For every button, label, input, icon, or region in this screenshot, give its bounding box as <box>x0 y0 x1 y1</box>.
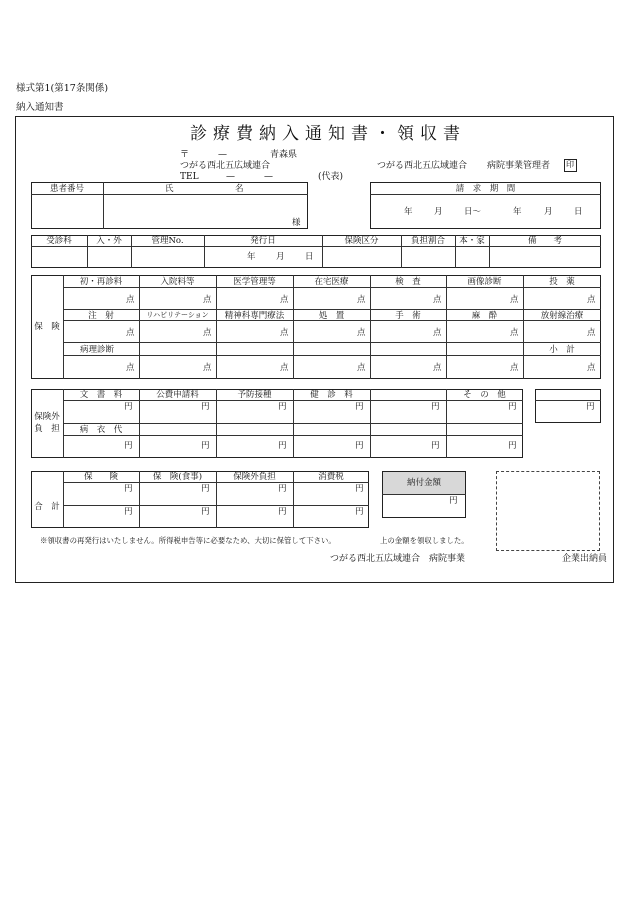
non-ins-unit: 円 <box>431 402 440 412</box>
non-ins-unit: 円 <box>586 402 595 412</box>
total-unit: 円 <box>201 507 210 517</box>
prefecture: 青森県 <box>270 150 298 160</box>
visit-header-notes: 備 考 <box>527 236 562 246</box>
visit-header-family: 本・家 <box>459 236 485 246</box>
total-h-2: 保険外負担 <box>233 472 276 482</box>
total-unit: 円 <box>355 507 364 517</box>
issue-month: 月 <box>276 252 285 262</box>
visit-header-dept: 受診科 <box>46 236 72 246</box>
ins-unit: 点 <box>280 363 289 373</box>
ins-h2-6: 放射線治療 <box>540 311 584 321</box>
ins-unit: 点 <box>357 295 366 305</box>
ins-unit: 点 <box>510 328 519 338</box>
paid-label: 納付金額 <box>406 478 441 488</box>
non-ins-unit: 円 <box>355 402 364 412</box>
non-ins-unit: 円 <box>124 402 133 412</box>
period-to-year: 年 <box>513 207 522 217</box>
period-label: 請 求 期 間 <box>455 184 516 194</box>
ins-h2-0: 注 射 <box>88 311 114 321</box>
total-unit: 円 <box>124 484 133 494</box>
non-ins-unit: 円 <box>201 402 210 412</box>
footer-org: つがる西北五広域連合 病院事業 <box>330 554 466 564</box>
non-ins-h1-3: 健 診 料 <box>310 390 353 400</box>
ins-h2-1: リハビリテーション <box>146 311 209 319</box>
visit-header-issue: 発行日 <box>250 236 276 246</box>
paid-unit: 円 <box>449 496 458 506</box>
ins-subtotal-label: 小 計 <box>549 345 575 355</box>
ins-unit: 点 <box>357 328 366 338</box>
tel-dash-1: — <box>226 172 235 182</box>
period-to-month: 月 <box>544 207 553 217</box>
non-ins-h1-2: 予防接種 <box>237 390 272 400</box>
ins-h1-4: 検 査 <box>395 277 421 287</box>
total-side-label: 合 計 <box>34 502 60 512</box>
period-from-day: 日〜 <box>464 207 482 217</box>
non-ins-h1-5: そ の 他 <box>463 390 506 400</box>
ins-h2-4: 手 術 <box>395 311 421 321</box>
non-ins-unit: 円 <box>431 441 440 451</box>
total-unit: 円 <box>278 484 287 494</box>
ins-unit: 点 <box>126 328 135 338</box>
ins-unit: 点 <box>203 363 212 373</box>
non-ins-unit: 円 <box>201 441 210 451</box>
visit-header-burden: 負担割合 <box>410 236 445 246</box>
ins-unit: 点 <box>587 295 596 305</box>
period-from-month: 月 <box>434 207 443 217</box>
total-unit: 円 <box>201 484 210 494</box>
ins-unit: 点 <box>126 363 135 373</box>
total-h-1: 保 険(食事) <box>152 472 203 482</box>
ins-unit: 点 <box>280 295 289 305</box>
visit-header-ins: 保険区分 <box>344 236 379 246</box>
ins-h1-5: 画像診断 <box>467 277 502 287</box>
ins-h1-0: 初・再診料 <box>79 277 123 287</box>
non-ins-h1-0: 文 書 料 <box>79 390 123 400</box>
tel-label: TEL <box>180 172 199 182</box>
total-h-0: 保 険 <box>83 472 118 482</box>
footer-cashier: 企業出納員 <box>562 554 608 564</box>
total-unit: 円 <box>124 507 133 517</box>
tel-dash-2: — <box>264 172 273 182</box>
ins-unit: 点 <box>126 295 135 305</box>
ins-unit: 点 <box>203 295 212 305</box>
ins-h1-3: 在宅医療 <box>314 277 349 287</box>
postal-mark: 〒 <box>180 150 190 160</box>
footer-note: ※領収書の再発行はいたしません。所得税申告等に必要なため、大切に保管して下さい。 <box>40 536 336 545</box>
ins-unit: 点 <box>587 363 596 373</box>
org-name: つがる西北五広域連合 <box>180 161 271 171</box>
non-ins-unit: 円 <box>124 441 133 451</box>
ins-unit: 点 <box>510 363 519 373</box>
ins-unit: 点 <box>280 328 289 338</box>
insurance-side-label: 保 険 <box>34 322 60 332</box>
total-unit: 円 <box>355 484 364 494</box>
ins-h2-5: 麻 酔 <box>471 311 498 321</box>
form-title: 診療費納入通知書・領収書 <box>190 124 466 144</box>
non-ins-unit: 円 <box>508 441 517 451</box>
tel-representative: (代表) <box>318 172 344 182</box>
ins-h3-pathology: 病理診断 <box>80 345 115 355</box>
seal-text: 印 <box>566 160 574 169</box>
honorific: 様 <box>292 218 301 228</box>
non-ins-unit: 円 <box>278 402 287 412</box>
visit-header-mgmt: 管理No. <box>151 236 184 246</box>
ins-unit: 点 <box>510 295 519 305</box>
ins-unit: 点 <box>433 295 442 305</box>
manager-org: つがる西北五広域連合 <box>377 161 468 171</box>
non-ins-side-label-1: 保険外 <box>34 412 60 422</box>
issue-year: 年 <box>247 252 256 262</box>
footer-received: 上の金額を領収しました。 <box>380 536 469 545</box>
issue-day: 日 <box>305 252 314 262</box>
ins-unit: 点 <box>357 363 366 373</box>
non-ins-side-label-2: 負 担 <box>34 424 60 434</box>
ins-unit: 点 <box>433 363 442 373</box>
non-ins-unit: 円 <box>278 441 287 451</box>
stamp-area <box>496 471 600 551</box>
non-ins-h2-0: 病 衣 代 <box>79 425 123 435</box>
visit-header-inout: 入・外 <box>96 236 122 246</box>
period-to-day: 日 <box>574 207 583 217</box>
ins-h2-2: 精神科専門療法 <box>224 311 285 321</box>
non-ins-unit: 円 <box>355 441 364 451</box>
non-ins-unit: 円 <box>508 402 517 412</box>
form-id: 様式第1(第17条関係) <box>16 83 109 94</box>
ins-unit: 点 <box>433 328 442 338</box>
ins-h1-6: 投 薬 <box>549 277 575 287</box>
ins-unit: 点 <box>587 328 596 338</box>
period-from-year: 年 <box>404 207 413 217</box>
ins-h2-3: 処 置 <box>318 311 345 321</box>
name-label-2: 名 <box>235 184 244 194</box>
postal-dash: — <box>218 150 227 160</box>
patient-id-label: 患者番号 <box>49 184 84 194</box>
non-ins-h1-1: 公費申請料 <box>156 390 199 400</box>
doc-label: 納入通知書 <box>16 102 64 113</box>
ins-h1-1: 入院料等 <box>160 277 195 287</box>
ins-unit: 点 <box>203 328 212 338</box>
manager-title: 病院事業管理者 <box>487 161 551 171</box>
name-label-1: 氏 <box>165 184 174 194</box>
total-h-3: 消費税 <box>318 472 344 482</box>
ins-h1-2: 医学管理等 <box>233 277 276 287</box>
total-unit: 円 <box>278 507 287 517</box>
